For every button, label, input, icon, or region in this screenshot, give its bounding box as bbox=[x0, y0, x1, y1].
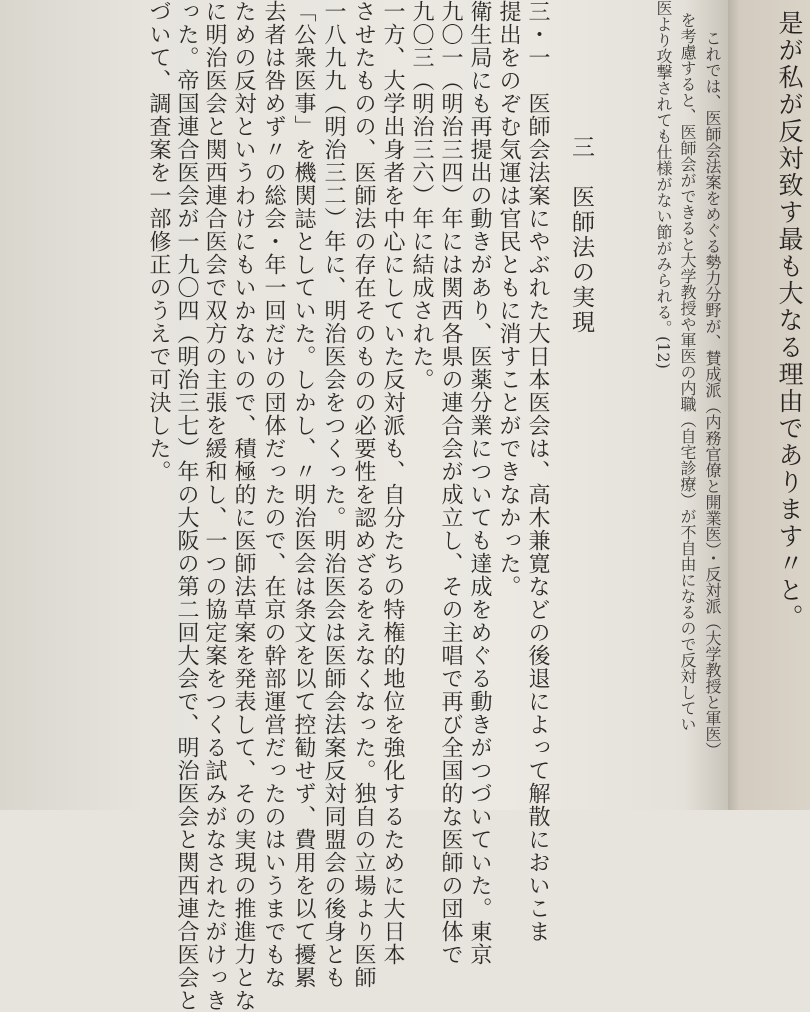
right-page bbox=[728, 0, 810, 810]
text-column: ための反対というわけにもいかないので、積極的に医師法草案を発表して、その実現の推進力とな bbox=[231, 0, 256, 1012]
note-line-1: これでは、医師会法案をめぐる勢力分野が、賛成派（内務官僚と開業医）・反対派（大学教授と軍医） bbox=[703, 30, 722, 758]
text-column: 衛生局にも再提出の動きがあり、医薬分業についても達成をめぐる動きがつづいていた。東京 bbox=[467, 0, 492, 966]
text-column: った。帝国連合医会が一九〇四（明治三七）年の大阪の第二回大会で、明治医会と関西連合医会と bbox=[174, 0, 199, 1012]
text-column: 提出をのぞむ気運は官民ともに消すことができなかった。 bbox=[496, 0, 521, 598]
text-column: づいて、調査案を一部修正のうえで可決した。 bbox=[146, 0, 171, 483]
section-heading: 三 医師法の実現 bbox=[568, 135, 594, 335]
text-column: 三・一 医師会法案にやぶれた大日本医会は、高木兼寛などの後退によって解散においこま bbox=[525, 0, 550, 943]
text-column: 一方、大学出身者を中心にしていた反対派も、自分たちの特権的地位を強化するために大日本 bbox=[380, 0, 405, 966]
note-line-2: を考慮すると、医師会ができると大学教授や軍医の内職（自宅診療）が不自由になるので反対してい bbox=[678, 12, 697, 732]
note-line-3: 医より攻撃されても仕様がない節がみられる。(12) bbox=[654, 0, 673, 369]
text-column: に明治医会と関西連合医会で双方の主張を緩和し、一つの協定案をつくる試みがなされたがけっき bbox=[202, 0, 227, 1012]
text-column: 去者は咎めず〃の総会・年一回だけの団体だったので、在京の幹部運営だったのはいうまでもな bbox=[261, 0, 286, 989]
text-column: 九〇一（明治三四）年には関西各県の連合会が成立し、その主唱で再び全国的な医師の団体で bbox=[438, 0, 463, 966]
text-column: させたものの、医師法の存在そのものの必要性を認めざるをえなくなった。独自の立場より医師 bbox=[351, 0, 376, 989]
quote-line: 是が私が反対致す最も大なる理由であります〃と。 bbox=[775, 10, 804, 631]
text-column: 「公衆医事」を機関誌としていた。しかし、〃明治医会は条文を以て控勧せず、費用を以て擾累 bbox=[291, 0, 316, 989]
text-column: 九〇三（明治三六）年に結成された。 bbox=[409, 0, 434, 391]
text-column: 一八九九（明治三二）年に、明治医会をつくった。明治医会は医師会法案反対同盟会の後身とも bbox=[321, 0, 346, 989]
